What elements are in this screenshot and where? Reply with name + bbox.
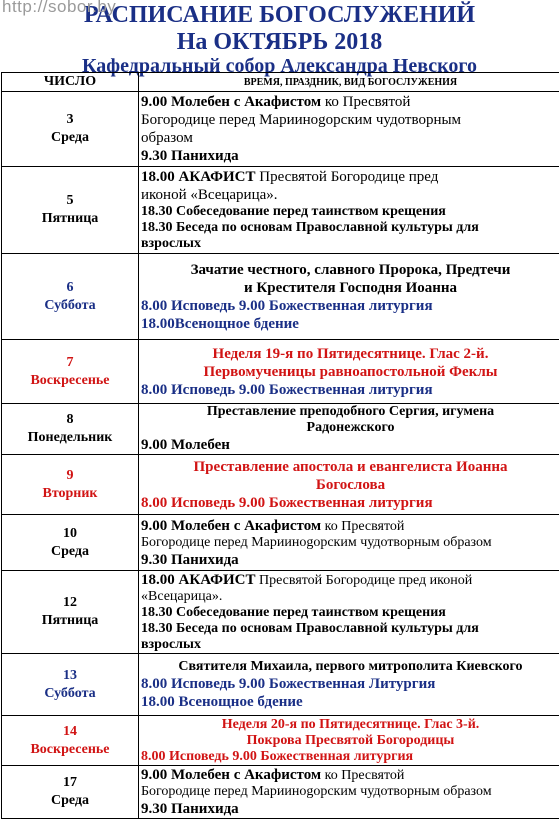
date-cell: [2, 404, 139, 455]
table-row: [2, 167, 559, 254]
table-row: [2, 515, 559, 571]
event-text: Богородице перед Мариинogорским чудотворным: [141, 111, 559, 129]
event-text: 9.00 Молебен с Акафистом: [141, 94, 321, 110]
event-text: 9.00 Молебен: [141, 436, 559, 454]
table-row: [2, 716, 559, 766]
event-text: 18.30 Беседа по основам Православной культуры для: [141, 621, 559, 637]
event-cell: [139, 404, 559, 455]
event-text: взрослых: [141, 637, 559, 653]
weekday: Воскресенье: [4, 741, 136, 759]
event-cell: [139, 571, 559, 654]
table-row: [2, 654, 559, 716]
event-text: «Всецарица».: [141, 589, 559, 605]
date-cell: [2, 515, 139, 571]
event-cell: [139, 455, 559, 515]
event-text: ко Пресвятой: [321, 94, 410, 110]
watermark-url: http://sobor.by: [2, 0, 116, 17]
day-number: 7: [4, 354, 136, 372]
table-header-row: [2, 73, 559, 92]
event-cell: [139, 766, 559, 819]
event-text: 9.00 Молебен с Акафистом: [141, 767, 321, 783]
date-cell: [2, 92, 139, 167]
weekday: Пятница: [4, 210, 136, 228]
feast-title: Неделя 20-я по Пятидесятнице. Глас 3-й.: [141, 717, 559, 733]
table-row: [2, 571, 559, 654]
event-text: 18.00 АКАФИСТ: [141, 169, 256, 185]
table-row: [2, 92, 559, 167]
event-text: 18.30 Собеседование перед таинством крещения: [141, 204, 559, 220]
weekday: Воскресенье: [4, 372, 136, 390]
event-text: ко Пресвятой: [321, 519, 404, 534]
weekday: Среда: [4, 543, 136, 561]
event-text: 9.30 Панихида: [141, 147, 559, 165]
day-number: 8: [4, 411, 136, 429]
column-header-date: ЧИСЛО: [2, 73, 139, 92]
schedule-table: [1, 72, 559, 819]
table-row: [2, 455, 559, 515]
table-row: [2, 254, 559, 340]
column-header-event: ВРЕМЯ, ПРАЗДНИК, ВИД БОГОСЛУЖЕНИЯ: [139, 73, 559, 92]
event-text: ко Пресвятой: [321, 768, 404, 783]
feast-title: Святителя Михаила, первого митрополита Киевского: [141, 659, 559, 675]
event-text: 8.00 Исповедь 9.00 Божественная литургия: [141, 297, 559, 315]
event-text: 8.00 Исповедь 9.00 Божественная Литургия: [141, 675, 559, 693]
event-text: Богородице перед Мариинogорским чудотворным образом: [141, 784, 559, 800]
event-cell: [139, 515, 559, 571]
date-cell: [2, 340, 139, 404]
date-cell: [2, 455, 139, 515]
day-number: 10: [4, 525, 136, 543]
schedule-month: На ОКТЯБРЬ 2018: [0, 27, 559, 54]
day-number: 14: [4, 723, 136, 741]
weekday: Среда: [4, 129, 136, 147]
day-number: 3: [4, 111, 136, 129]
cathedral-name: Кафедральный собор Александра Невского: [0, 55, 559, 77]
event-text: Богородице перед Мариинogорским чудотворным образом: [141, 535, 559, 551]
event-cell: [139, 254, 559, 340]
feast-title: и Крестителя Господня Иоанна: [141, 279, 559, 297]
weekday: Понедельник: [4, 429, 136, 447]
day-number: 13: [4, 667, 136, 685]
feast-title: Преставление апостола и евангелиста Иоанна: [141, 458, 559, 476]
event-text: 8.00 Исповедь 9.00 Божественная литургия: [141, 749, 559, 765]
event-text: 18.30 Беседа по основам Православной культуры для: [141, 220, 559, 236]
feast-title: Первомученицы равноапостольной Феклы: [141, 363, 559, 381]
date-cell: [2, 254, 139, 340]
feast-title: Радонежского: [141, 420, 559, 436]
table-row: [2, 404, 559, 455]
feast-title: Преставление преподобного Сергия, игумена: [141, 404, 559, 420]
event-cell: [139, 92, 559, 167]
event-cell: [139, 167, 559, 254]
event-text: взрослых: [141, 236, 559, 252]
day-number: 9: [4, 467, 136, 485]
day-number: 6: [4, 279, 136, 297]
weekday: Среда: [4, 792, 136, 810]
day-number: 17: [4, 774, 136, 792]
event-text: образом: [141, 129, 559, 147]
table-row: [2, 766, 559, 819]
weekday: Суббота: [4, 297, 136, 315]
event-cell: [139, 716, 559, 766]
date-cell: [2, 766, 139, 819]
event-text: 9.30 Панихида: [141, 551, 559, 569]
event-text: 18.30 Собеседование перед таинством крещения: [141, 605, 559, 621]
weekday: Вторник: [4, 485, 136, 503]
event-text: 8.00 Исповедь 9.00 Божественная литургия: [141, 494, 559, 512]
day-number: 12: [4, 594, 136, 612]
event-text: Пресвятой Богородице пред: [256, 169, 439, 185]
event-text: 18.00 АКАФИСТ: [141, 572, 256, 588]
weekday: Пятница: [4, 612, 136, 630]
table-row: [2, 340, 559, 404]
feast-title: Покрова Пресвятой Богородицы: [141, 733, 559, 749]
date-cell: [2, 571, 139, 654]
feast-title: Зачатие честного, славного Пророка, Предтечи: [141, 261, 559, 279]
event-cell: [139, 340, 559, 404]
feast-title: Неделя 19-я по Пятидесятнице. Глас 2-й.: [141, 345, 559, 363]
event-text: 9.00 Молебен с Акафистом: [141, 518, 321, 534]
event-text: иконой «Всецарица».: [141, 186, 559, 204]
event-cell: [139, 654, 559, 716]
event-text: 18.00 Всенощное бдение: [141, 693, 559, 711]
date-cell: [2, 716, 139, 766]
feast-title: Богослова: [141, 476, 559, 494]
date-cell: [2, 167, 139, 254]
date-cell: [2, 654, 139, 716]
event-text: 18.00Всенощное бдение: [141, 315, 559, 333]
event-text: 8.00 Исповедь 9.00 Божественная литургия: [141, 381, 559, 399]
event-text: 9.30 Панихида: [141, 800, 559, 818]
page-title: РАСПИСАНИЕ БОГОСЛУЖЕНИЙ: [0, 0, 559, 27]
event-text: Пресвятой Богородице пред иконой: [256, 573, 473, 588]
day-number: 5: [4, 192, 136, 210]
weekday: Суббота: [4, 685, 136, 703]
